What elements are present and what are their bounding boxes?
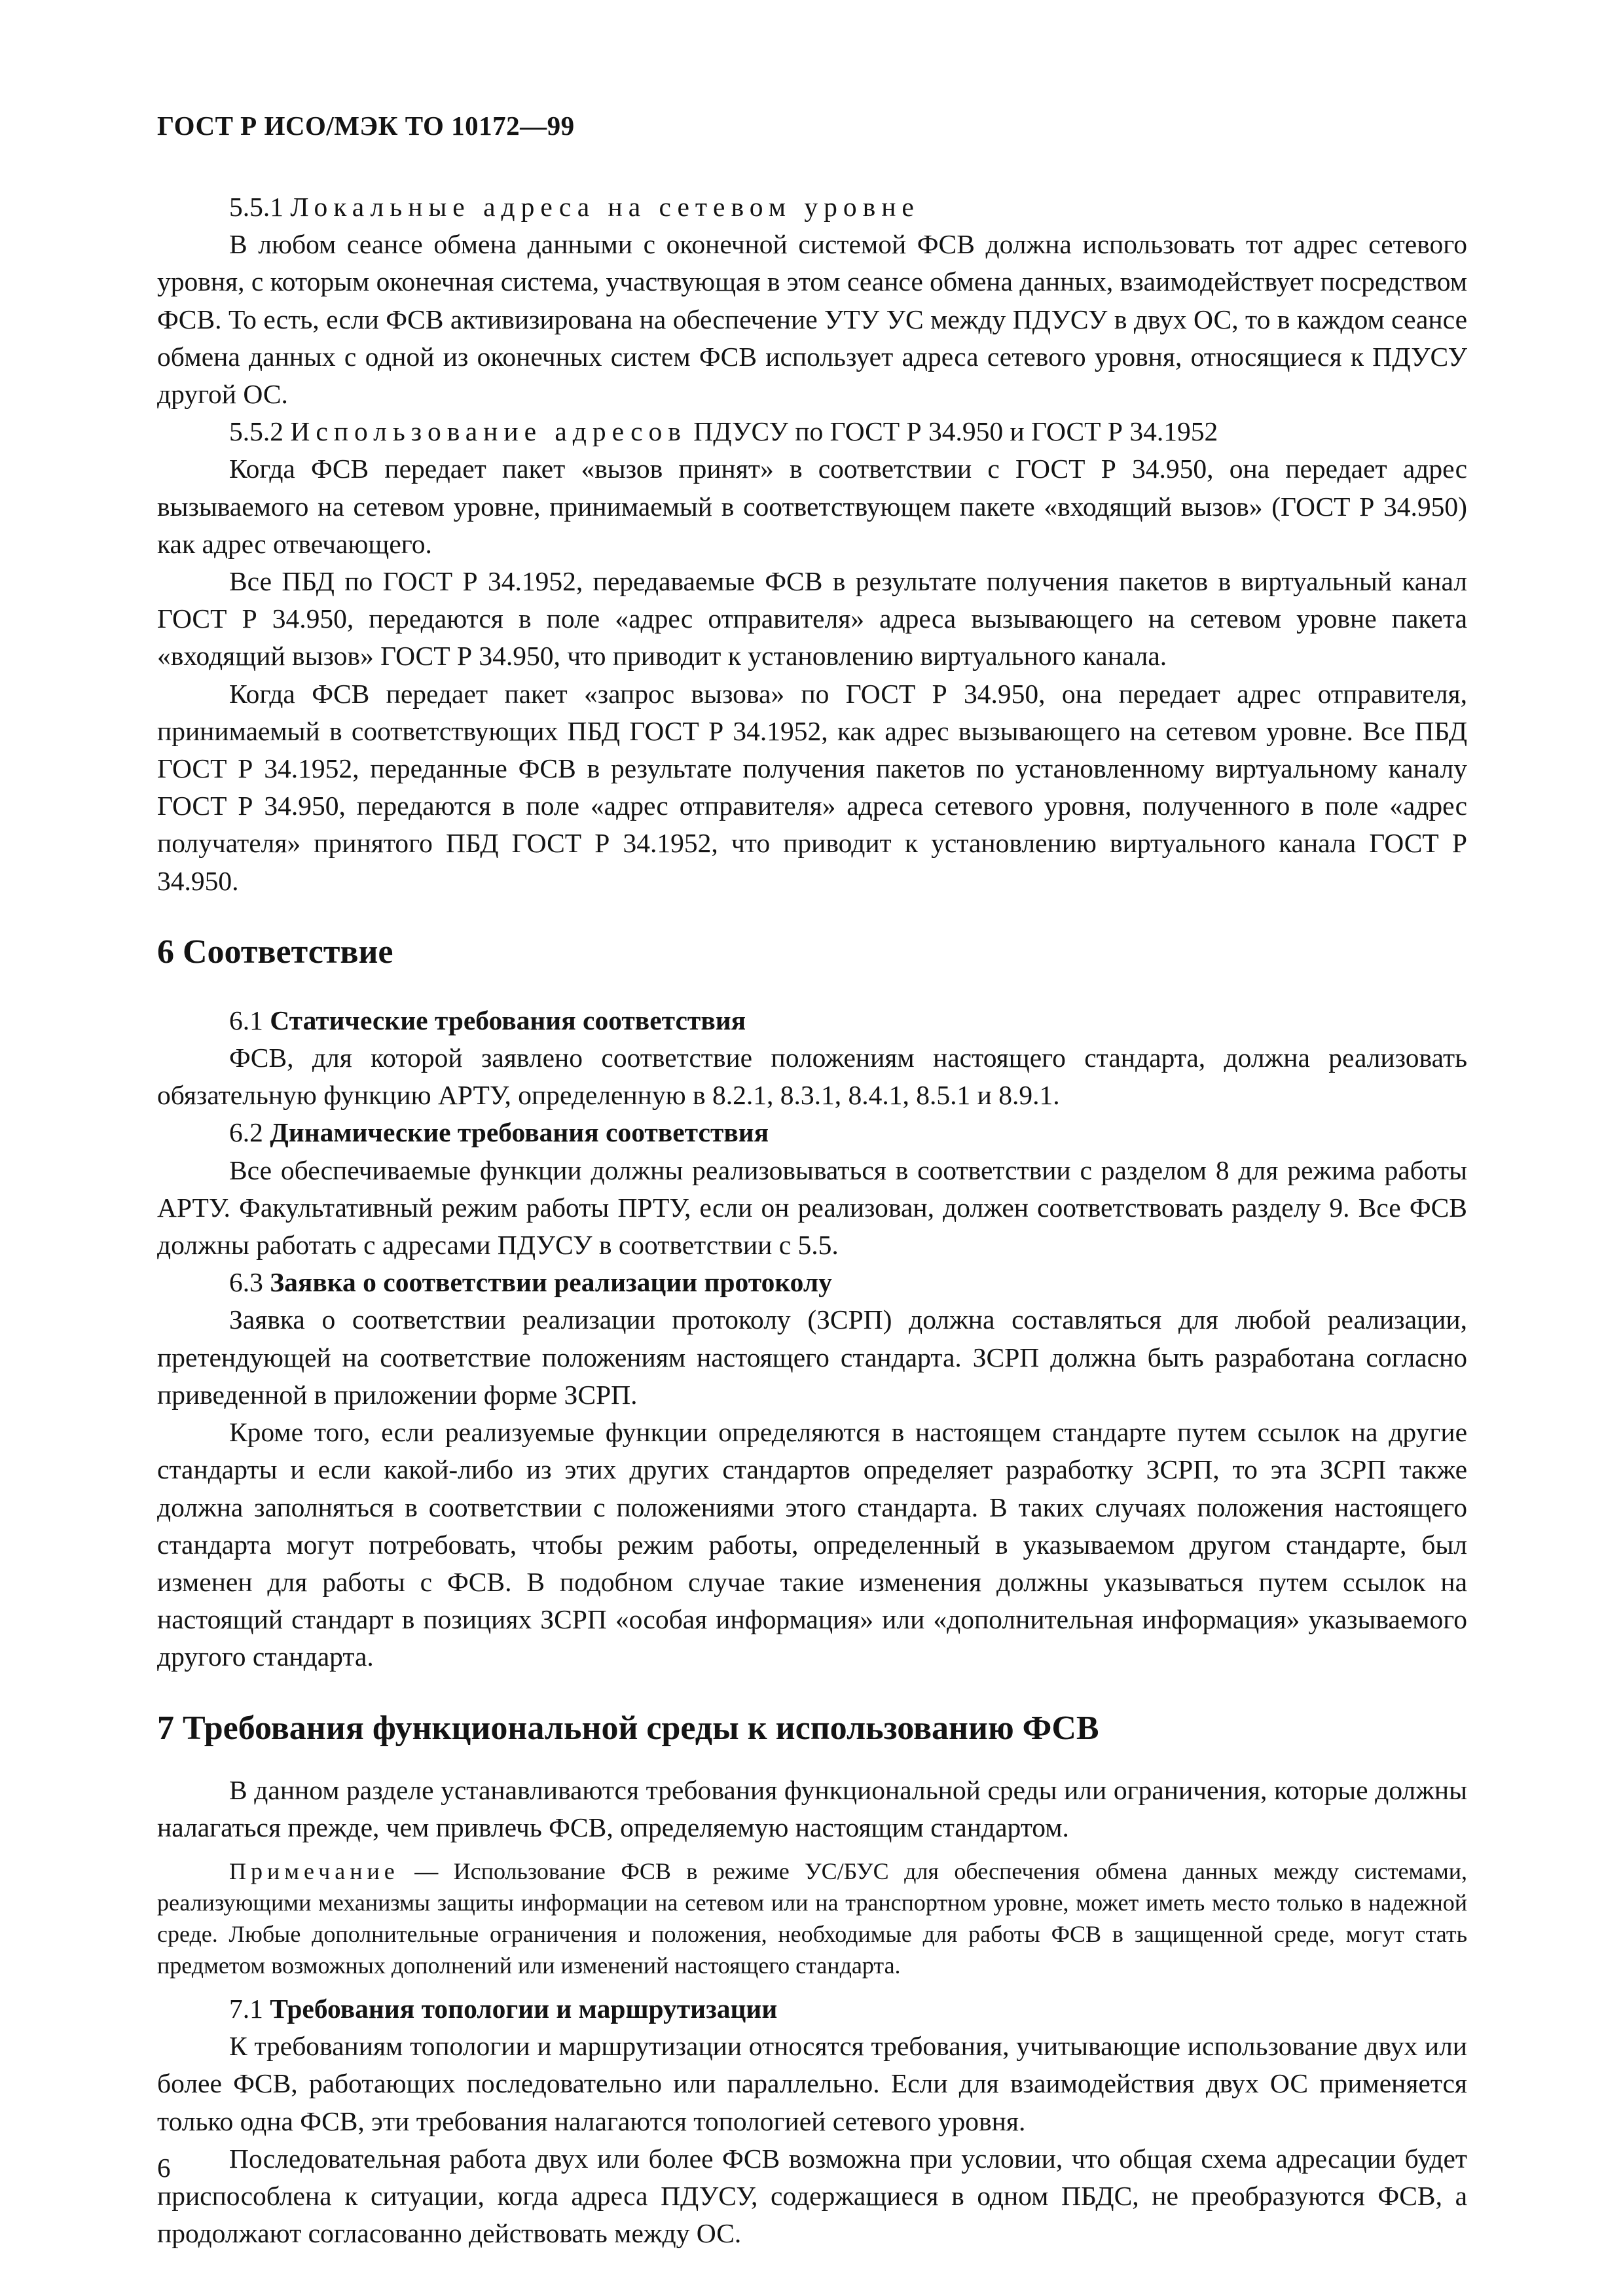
subsection-heading-text: Локальные адреса на сетевом уровне [290,192,920,222]
page-number: 6 [157,2153,171,2183]
subsection-heading-rest: ПДУСУ по ГОСТ Р 34.950 и ГОСТ Р 34.1952 [693,416,1218,447]
section-7-title: 7 Требования функциональной среды к использованию ФСВ [157,1709,1099,1747]
paragraph: Все обеспечиваемые функции должны реализовываться в соответствии с разделом 8 для режима работы АРТУ. Факультативный режим работы ПРТУ, если он реализован, должен соответствовать разделу 9. Все ФСВ должны работать с адресами ПДУСУ в соответствии с 5.5. [157,1155,1467,1261]
subsection-heading-text: Использование адресов [290,416,687,447]
paragraph: Когда ФСВ передает пакет «вызов принят» в соответствии с ГОСТ Р 34.950, она передает адрес вызываемого на сетевом уровне, принимаемый в соответствующем пакете «входящий вызов» (ГОСТ Р 34.950) как адрес отвечающего. [157,454,1467,559]
subsection-heading-text: Динамические требования соответствия [270,1117,769,1148]
paragraph: ФСВ, для которой заявлено соответствие положениям настоящего стандарта, должна реализовать обязательную функцию АРТУ, определенную в 8.2.1, 8.3.1, 8.4.1, 8.5.1 и 8.9.1. [157,1043,1467,1111]
subsection-6-1-heading [157,1002,1467,1039]
subsection-6-3-heading [157,1264,1467,1301]
subsection-7-1-heading [157,1990,1467,2028]
paragraph: Все ПБД по ГОСТ Р 34.1952, передаваемые ФСВ в результате получения пакетов в виртуальный канал ГОСТ Р 34.950, передаются в поле «адрес отправителя» адреса вызывающего на сетевом уровне пакета «входящий вызов» ГОСТ Р 34.950, что приводит к установлению виртуального канала. [157,566,1467,672]
subsection-heading-text: Статические требования соответствия [270,1005,746,1035]
paragraph: Заявка о соответствии реализации протоколу (ЗСРП) должна составляться для любой реализации, претендующей на соответствие положениям настоящего стандарта. ЗСРП должна быть разработана согласно приведенной в приложении форме ЗСРП. [157,1304,1467,1410]
paragraph: Последовательная работа двух или более ФСВ возможна при условии, что общая схема адресации будет приспособлена к ситуации, когда адреса ПДУСУ, содержащиеся в одном ПБДС, не преобразуются ФСВ, а продолжают согласованно действовать между ОС. [157,2143,1467,2249]
subsection-heading-text: Заявка о соответствии реализации протоколу [270,1267,832,1298]
paragraph: Когда ФСВ передает пакет «запрос вызова» по ГОСТ Р 34.950, она передает адрес отправителя, принимаемый в соответствующих ПБД ГОСТ Р 34.1952, как адрес вызывающего на сетевом уровне. Все ПБД ГОСТ Р 34.1952, переданные ФСВ в результате получения пакетов по установленному виртуальному каналу ГОСТ Р 34.950, передаются в поле «адрес отправителя» адреса сетевого уровня, полученного в поле «адрес получателя» принятого ПБД ГОСТ Р 34.1952, что приводит к установлению виртуального канала ГОСТ Р 34.950. [157,678,1467,896]
page-content [157,188,1467,2252]
subsection-number: 5.5.2 [229,416,283,447]
subsection-heading-text: Требования топологии и маршрутизации [270,1993,778,2024]
document-header: ГОСТ Р ИСО/МЭК ТО 10172—99 [157,111,575,141]
subsection-6-2-heading [157,1114,1467,1151]
section-6-title: 6 Соответствие [157,933,393,971]
note-text: — Использование ФСВ в режиме УС/БУС для обеспечения обмена данных между системами, реализующими механизмы защиты информации на сетевом или на транспортном уровне, может иметь место только в надежной среде. Любые дополнительные ограничения и положения, необходимые для работы ФСВ в защищенной среде, могут стать предметом возможных дополнений или изменений настоящего стандарта. [157,1857,1467,1979]
subsection-5-5-2-heading [157,413,1467,450]
subsection-5-5-1-heading [157,188,1467,226]
note-label: Примечание [229,1857,399,1884]
subsection-number: 6.2 [229,1117,263,1148]
paragraph: Кроме того, если реализуемые функции определяются в настоящем стандарте путем ссылок на другие стандарты и если какой-либо из этих других стандартов определяет разработку ЗСРП, то эта ЗСРП также должна заполняться в соответствии с положениями этого стандарта. В таких случаях положения настоящего стандарта могут потребовать, чтобы режим работы, определенный в указываемом другом стандарте, был изменен для работы с ФСВ. В подобном случае такие изменения должны указываться путем ссылок на настоящий стандарт в позициях ЗСРП «особая информация» или «дополнительная информация» указываемого другого стандарта. [157,1417,1467,1672]
paragraph: В любом сеансе обмена данными с оконечной системой ФСВ должна использовать тот адрес сетевого уровня, с которым оконечная система, участвующая в этом сеансе обмена данных, взаимодействует посредством ФСВ. То есть, если ФСВ активизирована на обеспечение УТУ УС между ПДУСУ в двух ОС, то в каждом сеансе обмена данных с одной из оконечных систем ФСВ использует адреса сетевого уровня, относящиеся к ПДУСУ другой ОС. [157,229,1467,410]
subsection-number: 6.1 [229,1005,263,1035]
paragraph: В данном разделе устанавливаются требования функциональной среды или ограничения, которые должны налагаться прежде, чем привлечь ФСВ, определяемую настоящим стандартом. [157,1774,1467,1842]
subsection-number: 5.5.1 [229,192,283,222]
paragraph: К требованиям топологии и маршрутизации относятся требования, учитывающие использование двух или более ФСВ, работающих последовательно или параллельно. Если для взаимодействия двух ОС применяется только одна ФСВ, эти требования налагаются топологией сетевого уровня. [157,2031,1467,2136]
subsection-number: 6.3 [229,1267,263,1298]
note [157,1856,1467,1981]
subsection-number: 7.1 [229,1993,263,2024]
